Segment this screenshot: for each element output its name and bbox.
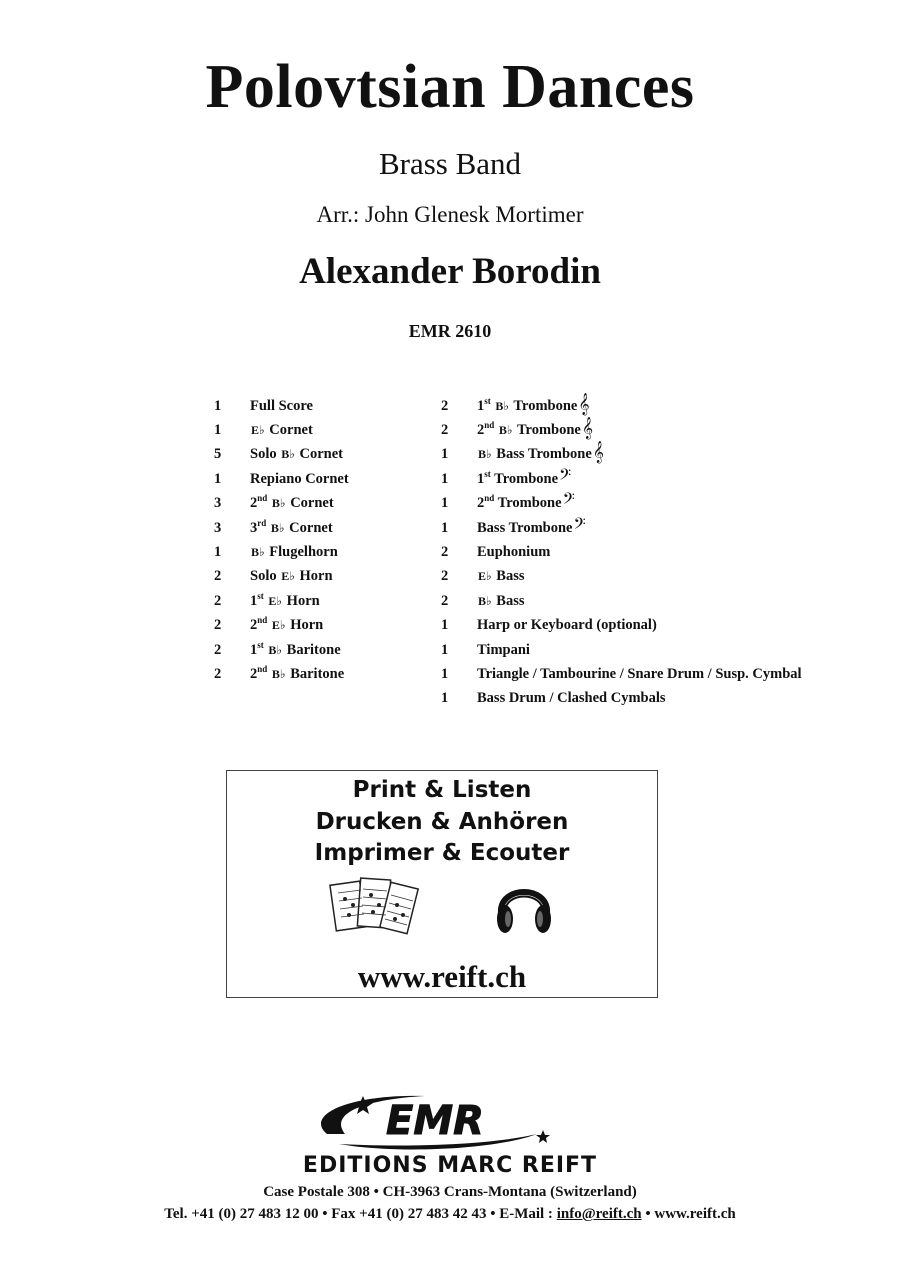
contact-phone-fax: Tel. +41 (0) 27 483 12 00 • Fax +41 (0) 27 483 42 43 • E-Mail :	[164, 1206, 557, 1222]
part-instrument: Trombone	[497, 495, 562, 512]
part-name	[477, 666, 802, 683]
part-row	[214, 418, 349, 442]
part-instrument: Triangle / Tambourine / Snare Drum / Susp. Cymbal	[477, 665, 802, 682]
part-ordinal-suffix: st	[484, 395, 491, 406]
part-quantity: 3	[214, 519, 222, 536]
part-name	[477, 642, 530, 659]
part-key: B♭	[251, 545, 265, 560]
part-instrument: Cornet	[299, 446, 344, 463]
part-name	[477, 544, 550, 561]
part-quantity: 1	[441, 617, 449, 634]
part-quantity: 2	[214, 665, 222, 682]
part-quantity: 1	[441, 495, 449, 512]
part-row	[214, 565, 349, 589]
part-row	[441, 516, 802, 540]
part-key: B♭	[281, 447, 295, 462]
part-row	[214, 638, 349, 662]
part-quantity: 3	[214, 495, 222, 512]
part-quantity: 2	[214, 641, 222, 658]
part-row	[214, 443, 349, 467]
part-quantity: 1	[441, 665, 449, 682]
part-name	[250, 446, 343, 463]
part-quantity: 1	[441, 690, 449, 707]
website-url[interactable]: www.reift.ch	[357, 959, 527, 994]
sheet-music-icon	[329, 875, 421, 941]
part-name	[250, 517, 333, 537]
part-ordinal-suffix: nd	[484, 493, 495, 504]
part-instrument: Bass	[496, 592, 525, 609]
part-ordinal-suffix: nd	[257, 664, 268, 675]
part-row	[441, 565, 802, 589]
part-ordinal: 2	[250, 617, 258, 634]
part-quantity: 2	[214, 617, 222, 634]
composer-name: Alexander Borodin	[299, 251, 601, 292]
clef-icon: 𝄞	[592, 442, 605, 464]
catalog-number: EMR 2610	[408, 321, 492, 341]
part-instrument: Trombone	[513, 397, 578, 414]
clef-icon: 𝄞	[581, 418, 594, 440]
part-instrument: Cornet	[290, 495, 334, 512]
contact-email[interactable]: info@reift.ch	[556, 1206, 642, 1222]
part-instrument: Bass Trombone	[477, 519, 573, 536]
part-ordinal: 2	[250, 665, 258, 682]
part-ordinal-suffix: st	[257, 639, 264, 650]
part-key: B♭	[478, 593, 492, 608]
part-row	[441, 540, 802, 564]
part-key: B♭	[495, 398, 510, 413]
part-row	[214, 540, 349, 564]
contact-website[interactable]: • www.reift.ch	[641, 1206, 736, 1222]
part-instrument: Flugelhorn	[269, 544, 338, 561]
part-quantity: 1	[441, 641, 449, 658]
ensemble-subtitle: Brass Band	[378, 146, 522, 181]
part-key: B♭	[478, 447, 492, 462]
part-row	[214, 492, 349, 516]
promo-line-french: Imprimer & Ecouter	[314, 840, 570, 866]
part-name	[250, 639, 341, 659]
part-key: E♭	[251, 423, 265, 438]
publisher-address: Case Postale 308 • CH-3963 Crans-Montana (Switzerland)	[263, 1184, 637, 1200]
print-listen-box[interactable]	[226, 770, 658, 998]
part-ordinal-suffix: nd	[257, 615, 268, 626]
part-row	[441, 418, 802, 442]
part-ordinal: Solo	[250, 446, 277, 463]
part-name	[250, 590, 320, 610]
part-row	[214, 394, 349, 418]
emr-logo	[305, 1090, 555, 1152]
part-instrument: Bass	[496, 568, 525, 585]
part-instrument: Horn	[286, 592, 320, 609]
part-key: B♭	[271, 496, 286, 511]
part-name	[477, 466, 572, 488]
part-quantity: 1	[214, 544, 222, 561]
part-name	[477, 690, 666, 707]
part-key: B♭	[268, 642, 283, 657]
part-instrument: Full Score	[250, 397, 313, 414]
page-title: Polovtsian Dances	[205, 53, 695, 121]
part-quantity: 5	[214, 446, 222, 463]
part-quantity: 1	[441, 446, 449, 463]
part-row	[441, 589, 802, 613]
part-instrument: Cornet	[269, 422, 313, 439]
part-row	[214, 662, 349, 686]
clef-icon: 𝄢	[559, 466, 572, 488]
part-instrument: Bass Drum / Clashed Cymbals	[477, 690, 666, 707]
part-name	[477, 568, 525, 585]
part-instrument: Bass Trombone	[496, 446, 592, 463]
part-ordinal: 2	[250, 495, 258, 512]
part-row	[214, 467, 349, 491]
part-instrument: Horn	[299, 568, 333, 585]
part-ordinal-suffix: nd	[257, 493, 268, 504]
part-ordinal: 1	[477, 470, 485, 487]
part-ordinal: 2	[477, 495, 485, 512]
part-instrument: Repiano Cornet	[250, 470, 349, 487]
part-row	[441, 614, 802, 638]
parts-list-left	[214, 394, 349, 687]
part-name	[250, 666, 344, 683]
part-name	[250, 471, 349, 488]
part-row	[214, 614, 349, 638]
part-instrument: Timpani	[477, 641, 530, 658]
part-instrument: Euphonium	[477, 544, 551, 561]
part-row	[441, 638, 802, 662]
part-quantity: 2	[441, 544, 449, 561]
clef-icon: 𝄞	[578, 393, 590, 415]
part-name	[477, 515, 586, 537]
emr-logo-text: EMR	[386, 1098, 484, 1144]
part-ordinal: 1	[250, 592, 258, 609]
part-row	[441, 492, 802, 516]
part-row	[441, 687, 802, 711]
part-row	[214, 589, 349, 613]
part-instrument: Harp or Keyboard (optional)	[477, 617, 657, 634]
part-quantity: 1	[214, 397, 222, 414]
part-ordinal-suffix: st	[484, 469, 491, 480]
part-quantity: 1	[441, 470, 449, 487]
part-row	[441, 662, 802, 686]
part-name	[250, 568, 333, 585]
part-instrument: Baritone	[286, 641, 341, 658]
part-name	[477, 393, 590, 415]
publisher-contact	[0, 1206, 900, 1223]
part-name	[250, 422, 313, 439]
part-name	[477, 593, 525, 610]
part-key: B♭	[271, 666, 286, 681]
part-quantity: 2	[441, 397, 449, 414]
part-ordinal: 2	[477, 422, 485, 439]
parts-list-right	[441, 394, 802, 711]
part-key: E♭	[268, 593, 283, 608]
part-quantity: 2	[441, 592, 449, 609]
part-key: B♭	[498, 423, 513, 438]
part-quantity: 2	[441, 422, 449, 439]
part-name	[477, 418, 594, 440]
headphones-icon	[493, 873, 555, 937]
part-quantity: 1	[214, 470, 222, 487]
part-name	[477, 442, 605, 464]
promo-line-german: Drucken & Anhören	[315, 809, 569, 835]
part-row	[441, 394, 802, 418]
part-row	[441, 443, 802, 467]
part-name	[250, 495, 334, 512]
promo-line-english: Print & Listen	[352, 777, 532, 803]
part-key: E♭	[478, 569, 492, 584]
part-ordinal: 1	[250, 641, 258, 658]
part-key: E♭	[271, 618, 286, 633]
part-quantity: 1	[441, 519, 449, 536]
part-instrument: Cornet	[289, 519, 333, 536]
part-instrument: Horn	[290, 617, 324, 634]
publisher-name: EDITIONS MARC REIFT	[302, 1153, 598, 1178]
clef-icon: 𝄢	[573, 515, 586, 537]
part-name	[250, 617, 323, 634]
part-instrument: Trombone	[494, 470, 559, 487]
clef-icon: 𝄢	[562, 491, 575, 513]
part-ordinal: Solo	[250, 568, 277, 585]
part-ordinal: 3	[250, 519, 258, 536]
part-instrument: Baritone	[290, 665, 345, 682]
part-name	[477, 491, 575, 513]
part-name	[250, 398, 313, 415]
part-name	[477, 617, 657, 634]
arranger-credit: Arr.: John Glenesk Mortimer	[316, 202, 584, 227]
part-ordinal: 1	[477, 397, 485, 414]
part-quantity: 2	[214, 592, 222, 609]
part-key: E♭	[281, 569, 295, 584]
part-quantity: 2	[441, 568, 449, 585]
part-ordinal-suffix: rd	[257, 517, 267, 528]
part-instrument: Trombone	[516, 422, 581, 439]
part-row	[441, 467, 802, 491]
part-name	[250, 544, 338, 561]
part-ordinal-suffix: st	[257, 590, 264, 601]
part-ordinal-suffix: nd	[484, 420, 495, 431]
part-row	[214, 516, 349, 540]
part-key: B♭	[270, 520, 285, 535]
part-quantity: 1	[214, 422, 222, 439]
part-quantity: 2	[214, 568, 222, 585]
